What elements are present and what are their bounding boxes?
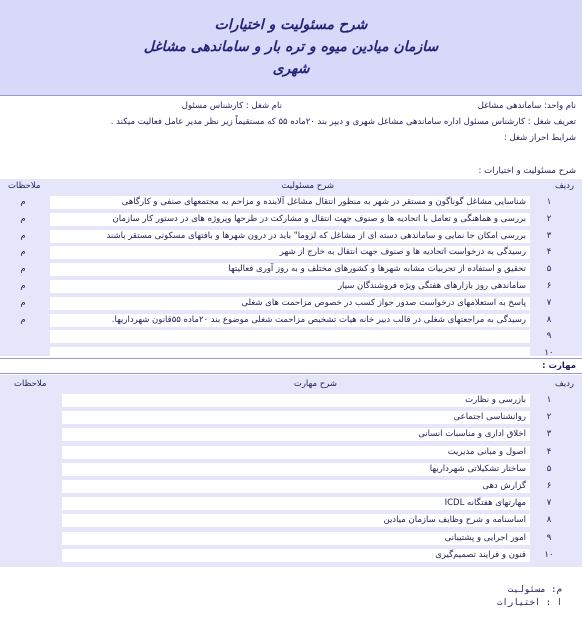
job-requirements: شرایط احراز شغل :: [503, 133, 576, 143]
duty-row-text: بررسی و هماهنگی و تعامل با اتحادیه ها و صنوف جهت انتقال و مشارکت در طرحها وپروژه های در دستور کار سازمان: [112, 214, 526, 224]
skill-row-text: اخلاق اداری و مناسبات انسانی: [418, 429, 526, 439]
duty-row-number: ۸: [546, 315, 552, 325]
job-definition: تعریف شغل : کارشناس مسئول اداره ساماندهی مشاغل شهری و دیپر بند ۲۰ماده ۵۵ که مستقیماً زیر نظر مدیر عامل فعالیت میکند .: [110, 117, 576, 127]
skill-row-number: ۱۰: [544, 550, 554, 560]
skill-row-number: ۵: [546, 464, 552, 474]
skill-row-number: ۹: [546, 533, 552, 543]
duty-row-note: م: [20, 214, 26, 224]
skill-row-text: امور اجرایی و پشتیبانی: [444, 533, 526, 543]
legend-responsibility: م: مسئولیت: [507, 585, 562, 595]
skill-row-text: گزارش دهی: [482, 481, 526, 491]
duty-row-number: ۳: [546, 231, 552, 241]
duty-row-number: ۵: [546, 264, 552, 274]
duty-row-number: ۹: [546, 331, 552, 341]
duty-row-text: ساماندهی روز بازارهای هفتگی ویژه فروشندگان سیار: [337, 281, 526, 291]
duty-row-text: رسیدگی به مراجعتهای شغلی در قالب دبیر خانه هیات تشخیص مزاحمت شغلی موضوع بند ۲۰ماده ۵۵قانون شهرداریها.: [111, 315, 526, 325]
skill-row-number: ۶: [546, 481, 552, 491]
header-title-line1: شرح مسئولیت و اختیارات: [214, 17, 368, 33]
skill-row: [62, 480, 530, 493]
skill-row-number: ۴: [546, 447, 552, 457]
duty-row-note: م: [20, 247, 26, 257]
skills-col-row: ردیف: [554, 379, 574, 389]
skill-row-number: ۷: [546, 498, 552, 508]
skill-row: [62, 394, 530, 407]
divider: [0, 373, 582, 374]
skill-row-number: ۳: [546, 429, 552, 439]
duty-row-text: رسیدگی به درخواست اتحادیه ها و صنوف جهت انتقال به خارج از شهر: [279, 247, 526, 257]
duty-row-number: ۱۰: [544, 348, 554, 358]
skill-row-number: ۲: [546, 412, 552, 422]
duty-row-number: ۷: [546, 298, 552, 308]
skill-row-text: اصول و مبانی مدیریت: [447, 447, 526, 457]
legend-authority: ا : اختیارات: [496, 598, 562, 608]
skills-heading: مهارت :: [542, 361, 576, 371]
duty-row-number: ۱: [546, 197, 552, 207]
duty-row-note: م: [20, 298, 26, 308]
skills-col-desc: شرح مهارت: [293, 379, 337, 389]
duties-col-notes: ملاحظات: [8, 181, 41, 191]
duties-col-desc: شرح مسئولیت: [281, 181, 334, 191]
duties-heading: شرح مسئولیت و اختیارات :: [478, 166, 576, 176]
duty-row-number: ۴: [546, 247, 552, 257]
skill-row-number: ۸: [546, 515, 552, 525]
duty-row-text: بررسی امکان جا نمایی و ساماندهی دسته ای از مشاغل که لزوما" باید در درون شهرها و بافتهای مسکونی مستقر باشند: [106, 231, 526, 241]
duty-row-text: شناسایی مشاغل گوناگون و مستقر در شهر به منظور انتقال مشاغل آلاینده و مزاحم به مجتمعهای صنفی و کارگاهی: [121, 197, 526, 207]
skill-row-text: فنون و فرایند تصمیم‌گیری: [435, 550, 526, 560]
divider: [0, 358, 582, 359]
header-title-line3: شهری: [272, 61, 310, 77]
skill-row-number: ۱: [546, 395, 552, 405]
duty-row-note: م: [20, 231, 26, 241]
skill-row-text: ساختار تشکیلاتی شهرداریها: [429, 464, 526, 474]
duty-row-number: ۶: [546, 281, 552, 291]
skill-row-text: مهارتهای هفتگانه ICDL: [444, 498, 526, 508]
duty-row-note: م: [20, 264, 26, 274]
duty-row-note: م: [20, 315, 26, 325]
document-header: [0, 0, 582, 96]
skill-row-text: اساسنامه و شرح وظایف سازمان میادین: [383, 515, 526, 525]
header-title-line2: سازمان میادین میوه و تره بار و ساماندهی مشاغل: [143, 39, 439, 55]
duty-row-note: م: [20, 197, 26, 207]
skills-col-notes: ملاحظات: [14, 379, 47, 389]
skill-row-text: روانشناسی اجتماعی: [453, 412, 526, 422]
job-name: نام شغل : کارشناس مسئول: [181, 101, 282, 111]
skill-row-text: بازرسی و نظارت: [465, 395, 526, 405]
duty-row-text: تحقیق و استفاده از تجربیات مشابه شهرها و کشورهای مختلف و به روز آوری فعالیتها: [228, 264, 526, 274]
duties-col-row: ردیف: [554, 181, 574, 191]
duty-row-note: م: [20, 281, 26, 291]
duty-row-text: پاسخ به استعلامهای درخواست صدور جواز کسب در خصوص مزاحمت های شغلی: [241, 298, 526, 308]
duty-row-number: ۲: [546, 214, 552, 224]
unit-name: نام واحد: ساماندهی مشاغل: [477, 101, 576, 111]
duty-row: [50, 330, 530, 343]
